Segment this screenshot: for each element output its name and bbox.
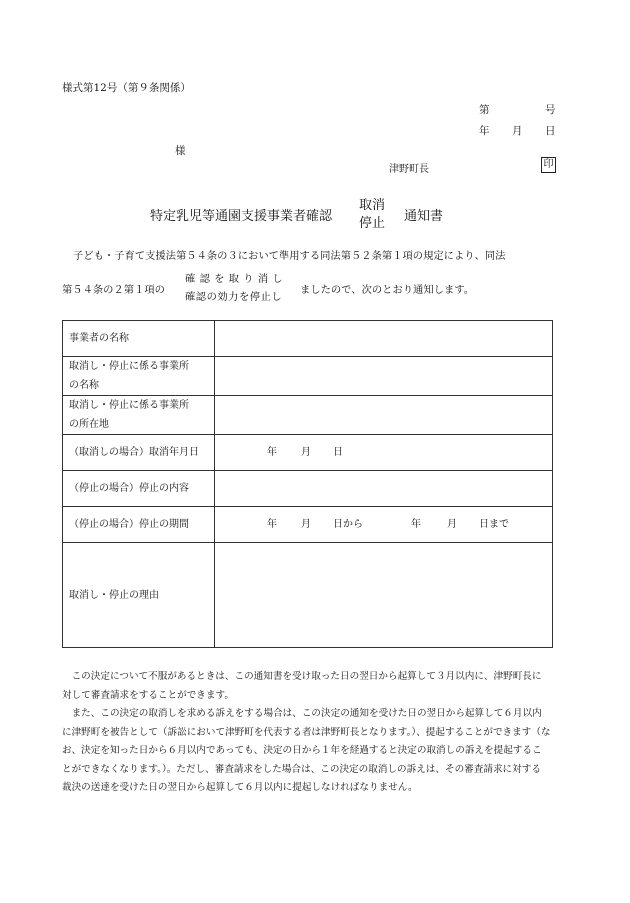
period-from-month: 月 xyxy=(301,519,311,530)
label-cancel-date: （取消しの場合）取消年月日 xyxy=(63,435,215,471)
value-suspend-period xyxy=(215,507,553,543)
table-row xyxy=(63,357,553,396)
label-office-address xyxy=(63,396,215,435)
form-number: 様式第12号（第９条関係） xyxy=(62,82,191,94)
document-title: 特定乳児等通園支援事業者確認 xyxy=(150,209,333,224)
note-p2-line4: とができなくなります。）。ただし、審査請求をした場合は、この決定の取消しの訴えは、その審査請求に対する xyxy=(62,763,541,775)
body-choice-suspend: 確認の効力を停止し xyxy=(185,291,283,303)
cancel-date-month: 月 xyxy=(301,447,311,458)
label-business-name: 事業者の名称 xyxy=(63,321,215,357)
addressee-sama: 様 xyxy=(175,145,186,157)
label-suspend-content: （停止の場合）停止の内容 xyxy=(63,471,215,507)
table-row xyxy=(63,543,553,648)
table-row xyxy=(63,507,553,543)
note-p1-line2: 対して審査請求をすることができます。 xyxy=(62,689,234,701)
body-line-2-right: ましたので、次のとおり通知します。 xyxy=(300,284,475,296)
value-reason xyxy=(215,543,553,648)
period-from-day: 日から xyxy=(333,519,363,530)
note-p1-line1: この決定について不服があるときは、この通知書を受け取った日の翌日から起算して３月以内に、津野町長に xyxy=(71,671,542,682)
title-suffix: 通知書 xyxy=(404,209,444,224)
value-suspend-content xyxy=(215,471,553,507)
body-line-2-left: 第５４条の２第１項の xyxy=(62,284,165,296)
table-row xyxy=(63,321,553,357)
number-go: 号 xyxy=(545,104,556,116)
period-to-day: 日まで xyxy=(479,519,509,530)
number-dai: 第 xyxy=(479,104,490,116)
label-office-name-line2: の名称 xyxy=(69,380,99,391)
body-choice-cancel: 確 認 を 取 り 消 し xyxy=(185,273,284,285)
value-business-name xyxy=(215,321,553,357)
date-day: 日 xyxy=(545,125,556,137)
title-option-suspend: 停止 xyxy=(359,216,386,231)
label-office-name-line1: 取消し・停止に係る事業所 xyxy=(69,361,189,372)
table-row xyxy=(63,435,553,471)
title-option-cancel: 取消 xyxy=(359,198,386,213)
table-row xyxy=(63,396,553,435)
period-from-year: 年 xyxy=(267,519,277,530)
note-p2-line2: に津野町を被告として（訴訟において津野町を代表する者は津野町長となります。）、提起することができます（な xyxy=(62,726,551,738)
value-office-address xyxy=(215,396,553,435)
date-year: 年 xyxy=(479,125,490,137)
notice-table xyxy=(62,320,553,648)
label-office-address-line1: 取消し・停止に係る事業所 xyxy=(69,400,189,411)
appeal-notes xyxy=(62,668,572,798)
label-office-address-line2: の所在地 xyxy=(69,419,109,430)
value-cancel-date xyxy=(215,435,553,471)
note-p2-line5: 裁決の送達を受けた日の翌日から起算して６月以内に提起しなければなりません。 xyxy=(62,782,418,793)
label-office-name xyxy=(63,357,215,396)
period-to-year: 年 xyxy=(411,519,421,530)
note-p2-line1: また、この決定の取消しを求める訴えをする場合は、この決定の通知を受けた日の翌日から起算して６月以内 xyxy=(71,708,542,719)
period-to-month: 月 xyxy=(447,519,457,530)
value-office-name xyxy=(215,357,553,396)
note-p2-line3: お、決定を知った日から６月以内であっても、決定の日から１年を経過すると決定の取消しの訴えを提起するこ xyxy=(62,745,542,756)
cancel-date-year: 年 xyxy=(267,447,277,458)
date-month: 月 xyxy=(512,125,523,137)
seal-mark: 印 xyxy=(541,157,556,173)
label-reason: 取消し・停止の理由 xyxy=(63,543,215,648)
mayor-name: 津野町長 xyxy=(389,164,429,175)
label-suspend-period: （停止の場合）停止の期間 xyxy=(63,507,215,543)
cancel-date-day: 日 xyxy=(333,447,343,458)
table-row xyxy=(63,471,553,507)
body-line-1: 子ども・子育て支援法第５４条の３において準用する同法第５２条第１項の規定により、同法 xyxy=(73,250,506,262)
